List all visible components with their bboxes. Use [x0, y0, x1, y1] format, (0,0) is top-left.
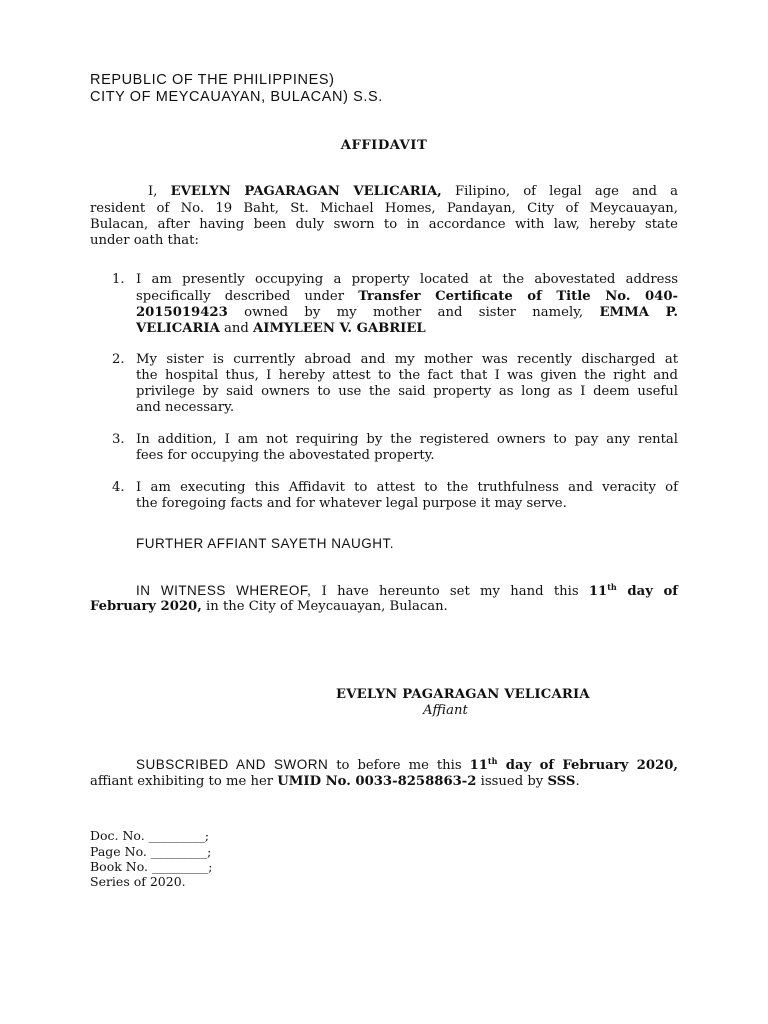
signatory-role: Affiant: [423, 703, 468, 718]
item-2-line-2: the hospital thus, I hereby attest to the fact that I was given the right and: [136, 368, 678, 383]
affiant-name: EVELYN PAGARAGAN VELICARIA,: [170, 184, 442, 199]
document-title: AFFIDAVIT: [340, 138, 428, 153]
day-suffix: th: [607, 582, 617, 592]
tct-number: 2015019423: [136, 305, 228, 320]
intro-line-3: Bulacan, after having been duly sworn to in accordance with law, hereby state: [90, 217, 678, 232]
item-1-line-3: [136, 304, 678, 321]
signatory-name: EVELYN PAGARAGAN VELICARIA: [336, 687, 590, 702]
jurat-date: [470, 758, 678, 773]
issuer: SSS: [547, 774, 576, 789]
witness-text: I have hereunto set my hand this: [321, 584, 579, 599]
day-of-label: day of: [627, 584, 678, 599]
intro-line-1: [148, 183, 678, 200]
item-number: 4.: [112, 480, 125, 495]
jurat-heading: SUBSCRIBED AND SWORN: [136, 757, 329, 772]
witness-month-year: February 2020,: [90, 599, 202, 614]
series-line: Series of 2020.: [90, 874, 186, 889]
jurat-text: affiant exhibiting to me her: [90, 774, 274, 789]
item-1-line-4: [136, 320, 426, 337]
item-2-line-3: privilege by said owners to use the said property as long as I deem useful: [136, 384, 678, 399]
jurat-line-1: [136, 756, 678, 774]
venue-line-1: REPUBLIC OF THE PHILIPPINES): [90, 72, 335, 88]
jurat-text: issued by: [480, 774, 544, 789]
day-suffix: th: [487, 756, 498, 766]
jurat-line-2: [90, 773, 580, 790]
witness-heading: IN WITNESS WHEREOF,: [136, 583, 312, 598]
day-number: 11: [469, 758, 488, 773]
witness-line-2: [90, 598, 448, 615]
day-number: 11: [588, 584, 608, 599]
item-text: specifically described under: [136, 289, 345, 304]
item-number: 2.: [112, 352, 125, 367]
item-3-line-1: In addition, I am not requiring by the registered owners to pay any rental: [136, 432, 678, 447]
item-number: 1.: [112, 272, 125, 287]
further-affiant-statement: FURTHER AFFIANT SAYETH NAUGHT.: [136, 536, 395, 551]
owner-name: EMMA P.: [599, 305, 678, 320]
doc-number-line: Doc. No. _________;: [90, 828, 210, 843]
item-4-line-1: I am executing this Affidavit to attest to the truthfulness and veracity of: [136, 480, 678, 495]
period: .: [575, 774, 580, 789]
item-2-line-4: and necessary.: [136, 400, 235, 415]
item-2-line-1: My sister is currently abroad and my mother was recently discharged at: [136, 352, 678, 367]
witness-day: [589, 584, 678, 599]
item-3-line-2: fees for occupying the abovestated property.: [136, 448, 435, 463]
jurat-text: to before me this: [336, 758, 462, 773]
date-label: day of February 2020,: [505, 758, 678, 773]
item-text: owned by my mother and sister namely,: [244, 305, 584, 320]
item-4-line-2: the foregoing facts and for whatever legal purpose it may serve.: [136, 496, 567, 511]
intro-text: Filipino, of legal age and a: [454, 184, 678, 199]
item-1-line-1: I am presently occupying a property located at the abovestated address: [136, 272, 678, 287]
tct-label: Transfer Certificate of Title No. 040-: [358, 289, 678, 304]
book-number-line: Book No. _________;: [90, 859, 213, 874]
item-text: and: [224, 321, 249, 336]
intro-line-4: under oath that:: [90, 233, 199, 248]
witness-text: in the City of Meycauayan, Bulacan.: [206, 599, 448, 614]
item-1-line-2: [136, 288, 678, 305]
umid-number: UMID No. 0033-8258863-2: [277, 774, 477, 789]
venue-line-2: CITY OF MEYCAUAYAN, BULACAN) S.S.: [90, 89, 383, 105]
intro-line-2: resident of No. 19 Baht, St. Michael Homes, Pandayan, City of Meycauayan,: [90, 201, 678, 216]
owner-name: AIMYLEEN V. GABRIEL: [253, 321, 426, 336]
owner-name: VELICARIA: [136, 321, 220, 336]
item-number: 3.: [112, 432, 125, 447]
intro-text: I,: [148, 184, 158, 199]
page-number-line: Page No. _________;: [90, 844, 212, 859]
